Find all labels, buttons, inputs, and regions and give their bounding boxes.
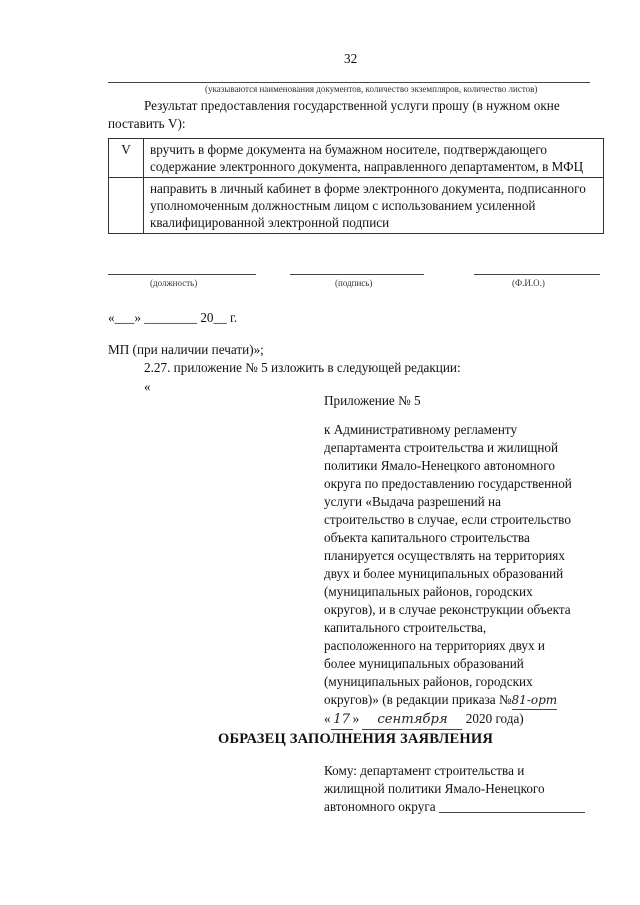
position-caption: (должность): [150, 278, 198, 288]
option-checkbox-paper[interactable]: V: [109, 139, 144, 178]
appendix-line: двух и более муниципальных образований: [324, 566, 564, 581]
table-row: [109, 139, 604, 178]
date-year: 2020 года): [465, 711, 524, 726]
addressee-line: Кому: департамент строительства и: [324, 763, 525, 778]
appendix-line: услуги «Выдача разрешений на: [324, 494, 501, 509]
appendix-line: объекта капитального строительства: [324, 530, 530, 545]
name-caption: (Ф.И.О.): [512, 278, 545, 288]
appendix-line: планируется осуществлять на территориях: [324, 548, 565, 563]
option-text-paper: вручить в форме документа на бумажном носителе, подтверждающего содержание электронного документа, направленного департаментом, в МФЦ: [144, 139, 604, 178]
date-open-quote: «: [324, 711, 331, 726]
appendix-date-line: [324, 710, 614, 730]
addressee-block: [324, 762, 614, 816]
addressee-line: [324, 798, 614, 816]
date-line: «___» ________ 20__ г.: [108, 310, 238, 325]
appendix-line: (муниципальных районов, городских: [324, 584, 533, 599]
date-day: 17: [331, 711, 353, 730]
appendix-line: округов), и в случае реконструкции объекта: [324, 602, 571, 617]
name-line: [474, 274, 600, 275]
appendix-line: политики Ямало-Ненецкого автономного: [324, 458, 555, 473]
appendix-title: Приложение № 5: [324, 393, 421, 408]
appendix-order-prefix: округов)» (в редакции приказа №: [324, 692, 512, 707]
addressee-blank[interactable]: [439, 812, 585, 813]
addressee-line-text: автономного округа: [324, 799, 436, 814]
sample-heading: ОБРАЗЕЦ ЗАПОЛНЕНИЯ ЗАЯВЛЕНИЯ: [218, 731, 494, 747]
option-text-electronic: направить в личный кабинет в форме электронного документа, подписанного уполномоченным должностным лицом с использованием усиленной квалифицированной электронной подписи: [144, 178, 604, 234]
appendix-line: капитального строительства,: [324, 620, 487, 635]
appendix-order-number: 81-орт: [512, 691, 558, 710]
appendix-line: округа по предоставлению государственной: [324, 476, 572, 491]
amendment-line: 2.27. приложение № 5 изложить в следующей редакции:: [144, 360, 461, 375]
date-close-quote: »: [352, 711, 360, 726]
page-number: 32: [344, 51, 358, 66]
date-month: сентября: [362, 711, 462, 730]
appendix-line: департамента строительства и жилищной: [324, 440, 559, 455]
documents-caption: (указываются наименования документов, количество экземпляров, количество листов): [205, 84, 538, 94]
signature-line: [290, 274, 424, 275]
table-row: [109, 178, 604, 234]
result-options-table: [108, 138, 604, 234]
appendix-text: [324, 421, 614, 730]
appendix-line: более муниципальных образований: [324, 656, 524, 671]
stamp-line: МП (при наличии печати)»;: [108, 342, 264, 357]
appendix-line: (муниципальных районов, городских: [324, 674, 533, 689]
position-line: [108, 274, 256, 275]
appendix-order-line: [324, 691, 614, 710]
appendix-line: расположенного на территориях двух и: [324, 638, 545, 653]
documents-line: [108, 82, 590, 83]
signature-caption: (подпись): [335, 278, 373, 288]
result-intro: Результат предоставления государственной услуги прошу (в нужном окне поставить V):: [108, 98, 560, 131]
appendix-line: к Административному регламенту: [324, 422, 518, 437]
open-quote: «: [144, 379, 151, 394]
appendix-line: строительство в случае, если строительство: [324, 512, 571, 527]
option-checkbox-electronic[interactable]: [109, 178, 144, 234]
addressee-line: жилищной политики Ямало-Ненецкого: [324, 781, 545, 796]
